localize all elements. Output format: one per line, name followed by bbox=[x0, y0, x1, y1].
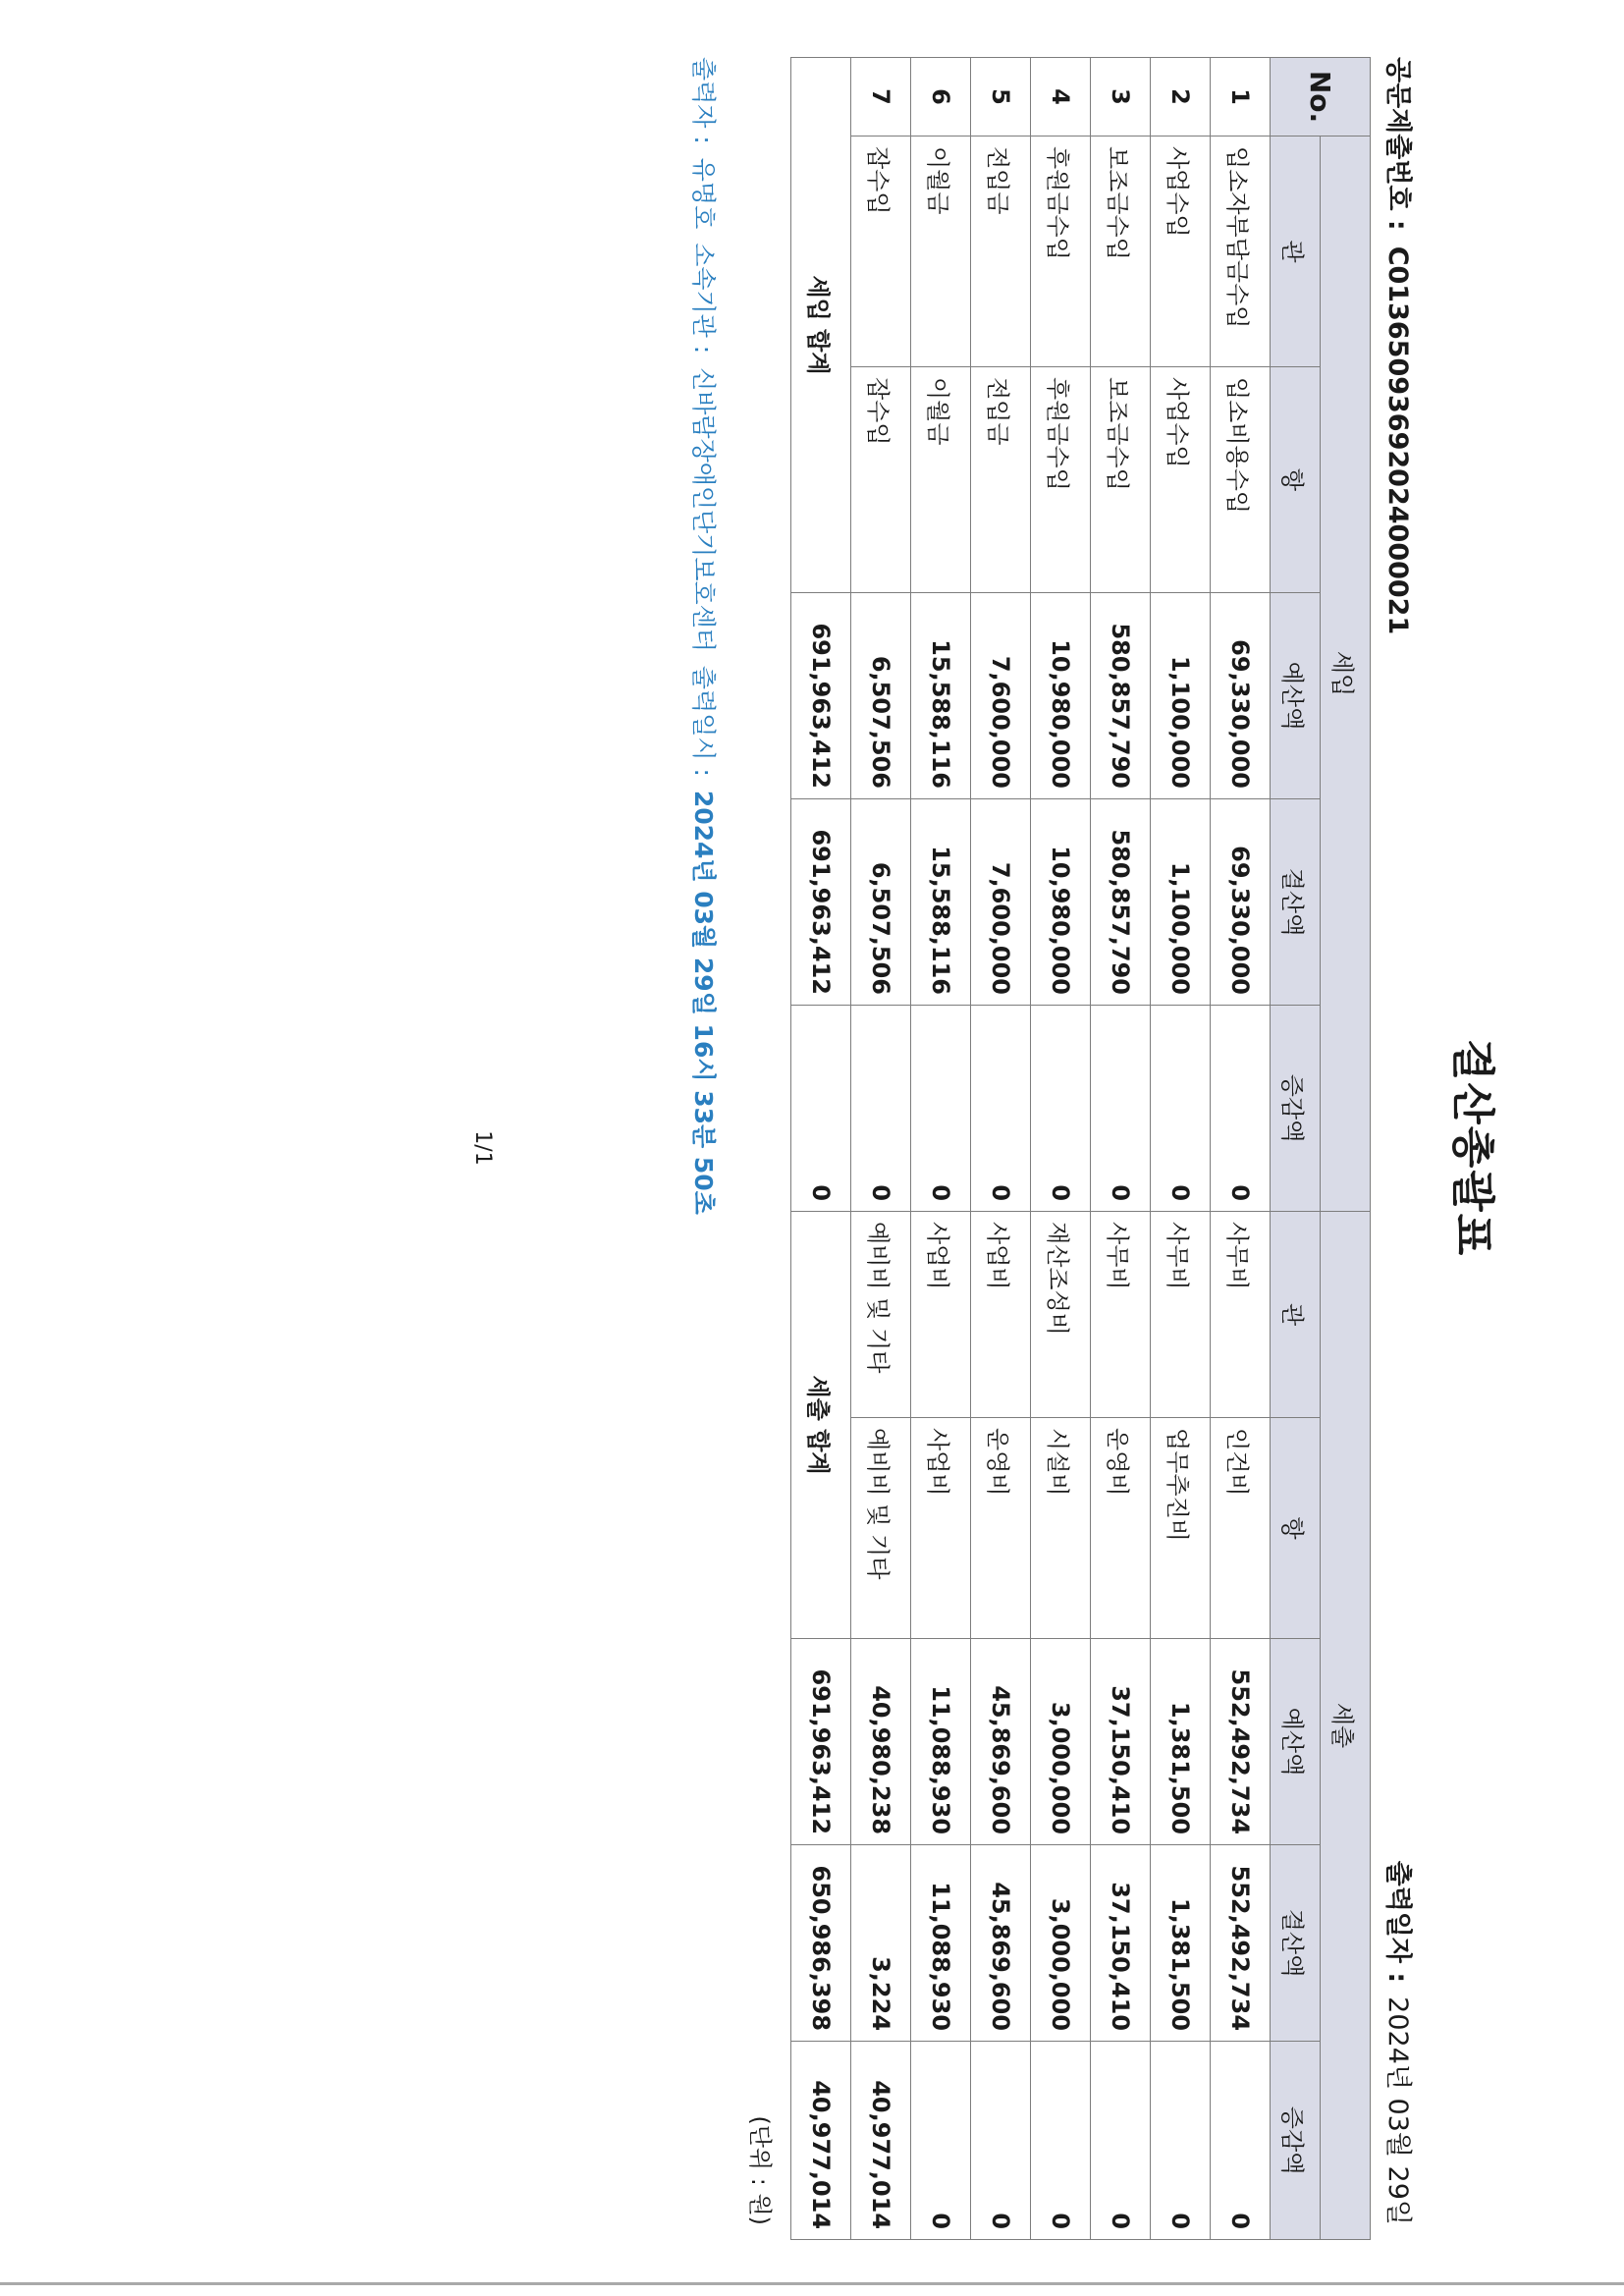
header-in-gwan: 관 bbox=[1271, 137, 1321, 367]
in-gwan: 잡수입 bbox=[851, 137, 911, 367]
table-row bbox=[1211, 58, 1271, 2240]
scan-edge-line bbox=[0, 2282, 1624, 2285]
header-out-budget: 예산액 bbox=[1271, 1639, 1321, 1845]
row-no: 5 bbox=[971, 58, 1031, 137]
income-total-budget: 691,963,412 bbox=[791, 593, 851, 799]
table-row bbox=[1151, 58, 1211, 2240]
out-gwan: 예비비 및 기타 bbox=[851, 1212, 911, 1418]
out-settlement: 45,869,600 bbox=[971, 1845, 1031, 2042]
in-hang: 전입금 bbox=[971, 367, 1031, 593]
out-change: 0 bbox=[911, 2042, 971, 2240]
doc-number bbox=[1381, 57, 1420, 634]
in-hang: 잡수입 bbox=[851, 367, 911, 593]
income-total-change: 0 bbox=[791, 1006, 851, 1212]
in-gwan: 입소자부담금수입 bbox=[1211, 137, 1271, 367]
print-datetime-value: 2024년 03월 29일 16시 33분 50초 bbox=[689, 790, 718, 1215]
income-total-settlement: 691,963,412 bbox=[791, 799, 851, 1006]
header-in-budget: 예산액 bbox=[1271, 593, 1321, 799]
header-income: 세입 bbox=[1321, 137, 1371, 1212]
in-budget: 15,588,116 bbox=[911, 593, 971, 799]
out-budget: 45,869,600 bbox=[971, 1639, 1031, 1845]
print-datetime-label: 출력일시 : bbox=[689, 665, 718, 777]
in-change: 0 bbox=[1031, 1006, 1091, 1212]
out-change: 0 bbox=[1151, 2042, 1211, 2240]
out-hang: 사업비 bbox=[911, 1418, 971, 1639]
in-hang: 사업수입 bbox=[1151, 367, 1211, 593]
document-title: 결산총괄표 bbox=[1447, 1038, 1497, 1258]
print-date bbox=[1381, 1861, 1420, 2225]
in-change: 0 bbox=[1211, 1006, 1271, 1212]
out-hang: 인건비 bbox=[1211, 1418, 1271, 1639]
header-out-hang: 항 bbox=[1271, 1418, 1321, 1639]
in-gwan: 보조금수입 bbox=[1091, 137, 1151, 367]
in-gwan: 사업수입 bbox=[1151, 137, 1211, 367]
out-budget: 1,381,500 bbox=[1151, 1639, 1211, 1845]
out-hang: 운영비 bbox=[1091, 1418, 1151, 1639]
out-hang: 시설비 bbox=[1031, 1418, 1091, 1639]
expense-total-budget: 691,963,412 bbox=[791, 1639, 851, 1845]
header-out-gwan: 관 bbox=[1271, 1212, 1321, 1418]
out-settlement: 3,224 bbox=[851, 1845, 911, 2042]
in-settlement: 6,507,506 bbox=[851, 799, 911, 1006]
print-date-label: 출력일자 : bbox=[1382, 1860, 1413, 1984]
print-footer bbox=[687, 57, 723, 1221]
expense-total-settlement: 650,986,398 bbox=[791, 1845, 851, 2042]
in-hang: 보조금수입 bbox=[1091, 367, 1151, 593]
table-row bbox=[1031, 58, 1091, 2240]
out-change: 40,977,014 bbox=[851, 2042, 911, 2240]
in-settlement: 10,980,000 bbox=[1031, 799, 1091, 1006]
page-number: 1/1 bbox=[470, 1130, 495, 1166]
out-gwan: 사무비 bbox=[1091, 1212, 1151, 1418]
in-settlement: 1,100,000 bbox=[1151, 799, 1211, 1006]
header-out-change: 증감액 bbox=[1271, 2042, 1321, 2240]
row-no: 4 bbox=[1031, 58, 1091, 137]
in-gwan: 이월금 bbox=[911, 137, 971, 367]
header-expense: 세출 bbox=[1321, 1212, 1371, 2240]
printer-name: 유명호 bbox=[689, 157, 718, 230]
table-row bbox=[1091, 58, 1151, 2240]
out-settlement: 11,088,930 bbox=[911, 1845, 971, 2042]
in-budget: 69,330,000 bbox=[1211, 593, 1271, 799]
out-gwan: 사업비 bbox=[911, 1212, 971, 1418]
in-settlement: 15,588,116 bbox=[911, 799, 971, 1006]
print-date-value: 2024년 03월 29일 bbox=[1382, 1996, 1413, 2225]
out-change: 0 bbox=[1211, 2042, 1271, 2240]
header-row-1 bbox=[1321, 58, 1371, 2240]
row-no: 7 bbox=[851, 58, 911, 137]
out-gwan: 사무비 bbox=[1211, 1212, 1271, 1418]
out-change: 0 bbox=[971, 2042, 1031, 2240]
table-row bbox=[971, 58, 1031, 2240]
totals-row bbox=[791, 58, 851, 2240]
in-change: 0 bbox=[1151, 1006, 1211, 1212]
in-change: 0 bbox=[911, 1006, 971, 1212]
expense-total-label: 세출 합계 bbox=[791, 1212, 851, 1639]
out-hang: 업무추진비 bbox=[1151, 1418, 1211, 1639]
header-no: No. bbox=[1271, 58, 1371, 137]
out-gwan: 재산조성비 bbox=[1031, 1212, 1091, 1418]
doc-number-value: C01365093692024000021 bbox=[1382, 246, 1413, 635]
out-settlement: 37,150,410 bbox=[1091, 1845, 1151, 2042]
out-budget: 37,150,410 bbox=[1091, 1639, 1151, 1845]
in-hang: 입소비용수입 bbox=[1211, 367, 1271, 593]
table-row bbox=[851, 58, 911, 2240]
out-settlement: 1,381,500 bbox=[1151, 1845, 1211, 2042]
printer-label: 출력자 : bbox=[689, 57, 718, 144]
header-in-settlement: 결산액 bbox=[1271, 799, 1321, 1006]
org-name: 신바람장애인단기보호센터 bbox=[689, 367, 718, 652]
row-no: 1 bbox=[1211, 58, 1271, 137]
out-hang: 예비비 및 기타 bbox=[851, 1418, 911, 1639]
in-change: 0 bbox=[851, 1006, 911, 1212]
expense-total-change: 40,977,014 bbox=[791, 2042, 851, 2240]
out-gwan: 사업비 bbox=[971, 1212, 1031, 1418]
out-budget: 40,980,238 bbox=[851, 1639, 911, 1845]
row-no: 6 bbox=[911, 58, 971, 137]
in-hang: 후원금수입 bbox=[1031, 367, 1091, 593]
in-change: 0 bbox=[971, 1006, 1031, 1212]
row-no: 3 bbox=[1091, 58, 1151, 137]
income-total-label: 세입 합계 bbox=[791, 58, 851, 593]
out-gwan: 사무비 bbox=[1151, 1212, 1211, 1418]
in-budget: 6,507,506 bbox=[851, 593, 911, 799]
doc-number-label: 공문제출번호 : bbox=[1382, 57, 1413, 231]
out-budget: 11,088,930 bbox=[911, 1639, 971, 1845]
in-hang: 이월금 bbox=[911, 367, 971, 593]
settlement-summary-table bbox=[790, 57, 1371, 2240]
header-row-2 bbox=[1271, 58, 1321, 2240]
unit-note: (단위 : 원) bbox=[746, 2115, 774, 2225]
out-change: 0 bbox=[1031, 2042, 1091, 2240]
row-no: 2 bbox=[1151, 58, 1211, 137]
header-in-change: 증감액 bbox=[1271, 1006, 1321, 1212]
out-settlement: 552,492,734 bbox=[1211, 1845, 1271, 2042]
in-budget: 7,600,000 bbox=[971, 593, 1031, 799]
in-budget: 1,100,000 bbox=[1151, 593, 1211, 799]
out-settlement: 3,000,000 bbox=[1031, 1845, 1091, 2042]
out-change: 0 bbox=[1091, 2042, 1151, 2240]
header-in-hang: 항 bbox=[1271, 367, 1321, 593]
in-gwan: 후원금수입 bbox=[1031, 137, 1091, 367]
in-budget: 10,980,000 bbox=[1031, 593, 1091, 799]
out-budget: 552,492,734 bbox=[1211, 1639, 1271, 1845]
out-hang: 운영비 bbox=[971, 1418, 1031, 1639]
in-settlement: 7,600,000 bbox=[971, 799, 1031, 1006]
in-change: 0 bbox=[1091, 1006, 1151, 1212]
in-gwan: 전입금 bbox=[971, 137, 1031, 367]
in-budget: 580,857,790 bbox=[1091, 593, 1151, 799]
in-settlement: 69,330,000 bbox=[1211, 799, 1271, 1006]
table-row bbox=[911, 58, 971, 2240]
out-budget: 3,000,000 bbox=[1031, 1639, 1091, 1845]
org-label: 소속기관 : bbox=[689, 243, 718, 355]
header-out-settlement: 결산액 bbox=[1271, 1845, 1321, 2042]
in-settlement: 580,857,790 bbox=[1091, 799, 1151, 1006]
